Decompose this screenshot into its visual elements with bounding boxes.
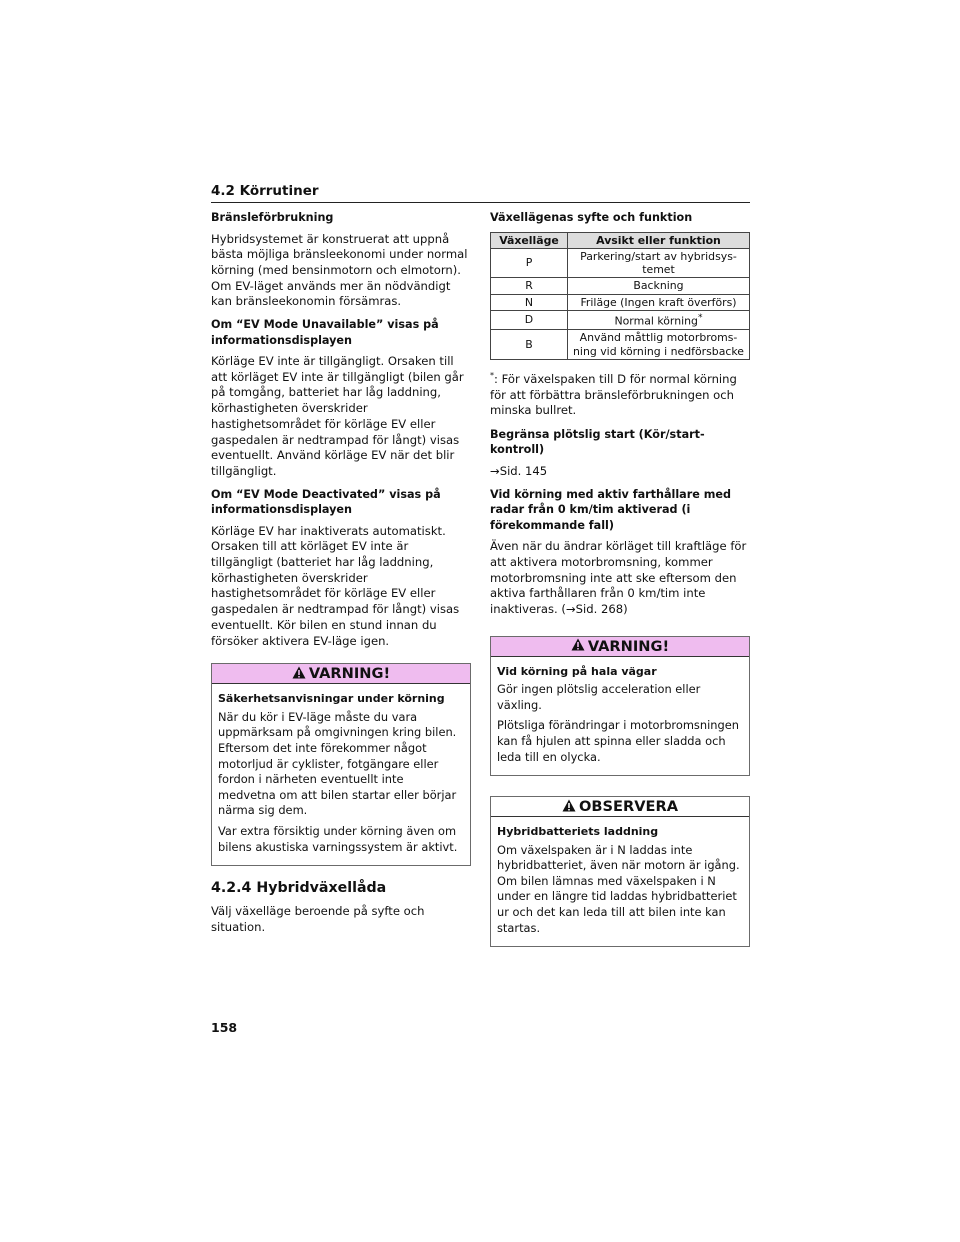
table-row bbox=[491, 330, 750, 360]
notice-box-battery bbox=[490, 796, 750, 947]
left-column bbox=[211, 210, 471, 943]
footnote-text: : För växelspaken till D för normal körning för att förbättra bränsleförbrukningen och minska bullret. bbox=[490, 371, 737, 418]
warning-title: Säkerhetsanvisningar under körning bbox=[218, 692, 445, 706]
heading-ev-unavailable: Om “EV Mode Unavailable” visas på informationsdisplayen bbox=[211, 318, 439, 347]
warning-paragraph-1: När du kör i EV-läge måste du vara uppmärksam på omgivningen kring bilen. Eftersom det inte förekommer något motorljud är cyklister, fotgängare eller fordon i närheten eventuellt inte medvetna om att bilen startar eller börjar närma sig dem. bbox=[218, 709, 457, 818]
warning-label: VARNING! bbox=[308, 665, 391, 683]
section-title-hybrid-transmission: 4.2.4 Hybridväxellåda bbox=[211, 880, 387, 897]
section-header-title: 4.2 Körrutiner bbox=[211, 183, 319, 199]
page-reference-link[interactable]: →Sid. 145 bbox=[490, 463, 548, 478]
gear-cell: N bbox=[491, 294, 568, 310]
paragraph-fuel-consumption: Hybridsystemet är konstruerat att uppnå bästa möjliga bränsleekonomi under normal körning (med bensinmotorn och elmotorn). Om EV-läget används mer än nödvändigt kan bränsleekonomin försämras. bbox=[211, 231, 468, 309]
gear-cell: P bbox=[491, 248, 568, 278]
paragraph-ev-deactivated: Körläge EV har inaktiverats automatiskt. Orsaken till att körläget EV inte är tillgängligt (batteriet har låg laddning, körhastigheten överskrider hastighetsområdet för körläge EV eller gaspedalen är nedtrampad för långt) visas eventuellt. Kör bilen en stund innan du försöker aktivera EV-läge igen. bbox=[211, 523, 460, 648]
table-row bbox=[491, 278, 750, 294]
warning-box-body bbox=[212, 684, 470, 865]
footnote-marker: * bbox=[490, 370, 494, 380]
warning-box-header bbox=[212, 664, 470, 684]
warning-box-header bbox=[491, 637, 749, 657]
warning-box-safety bbox=[211, 663, 471, 866]
table-row bbox=[491, 248, 750, 278]
paragraph-ev-unavailable: Körläge EV inte är tillgängligt. Orsaken till att körläget EV inte är tillgängligt (bilen går på tomgång, batteriet har låg laddning, körhastigheten överskrider hastighetsområdet för körläge EV eller gaspedalen är nedtrampad för långt) visas eventuellt. Använd körläge EV när det blir tillgängligt. bbox=[211, 354, 464, 478]
right-column bbox=[490, 210, 750, 961]
gear-cell: B bbox=[491, 330, 568, 360]
table-header-row bbox=[491, 232, 750, 248]
gear-position-table bbox=[490, 232, 750, 360]
notice-label: OBSERVERA bbox=[578, 798, 679, 816]
table-row bbox=[491, 294, 750, 310]
heading-radar-cruise: Vid körning med aktiv farthållare med radar från 0 km/tim aktiverad (i förekommande fall) bbox=[490, 487, 731, 532]
function-cell bbox=[568, 311, 750, 330]
function-cell: Parkering/start av hybridsys-temet bbox=[568, 248, 750, 278]
table-header-cell: Avsikt eller funktion bbox=[568, 232, 750, 248]
paragraph-select-gear: Välj växelläge beroende på syfte och situation. bbox=[211, 904, 425, 934]
footnote-marker: * bbox=[697, 313, 703, 324]
function-cell: Använd måttlig motorbroms-ning vid körning i nedförsbacke bbox=[568, 330, 750, 360]
warning-box-slippery bbox=[490, 636, 750, 776]
function-cell: Friläge (Ingen kraft överförs) bbox=[568, 294, 750, 310]
heading-gear-positions: Växellägenas syfte och funktion bbox=[490, 211, 693, 224]
gear-cell: D bbox=[491, 311, 568, 330]
notice-title: Hybridbatteriets laddning bbox=[497, 825, 659, 839]
heading-ev-deactivated: Om “EV Mode Deactivated” visas på informationsdisplayen bbox=[211, 487, 441, 517]
notice-box-body bbox=[491, 817, 749, 946]
page-number: 158 bbox=[211, 1020, 238, 1035]
notice-paragraph: Om växelspaken är i N laddas inte hybridbatteriet, även när motorn är igång. Om bilen lämnas med växelspaken i N under en längre tid laddas hybridbatteriet ur och det kan leda till att bilen inte kan startas. bbox=[497, 842, 740, 935]
notice-triangle-icon bbox=[562, 799, 576, 815]
function-text: Normal körning bbox=[614, 314, 698, 328]
gear-cell: R bbox=[491, 278, 568, 294]
section-header bbox=[211, 180, 750, 203]
function-cell: Backning bbox=[568, 278, 750, 294]
warning-label: VARNING! bbox=[587, 637, 670, 655]
table-header-cell: Växelläge bbox=[491, 232, 568, 248]
warning-paragraph-2: Var extra försiktig under körning även om bilens akustiska varningssystem är aktivt. bbox=[218, 823, 458, 854]
warning-title: Vid körning på hala vägar bbox=[497, 664, 657, 678]
heading-limit-start: Begränsa plötslig start (Kör/start-kontroll) bbox=[490, 427, 705, 457]
paragraph-radar-cruise: Även när du ändrar körläget till kraftläge för att aktivera motorbromsning, kommer motorbromsning inte att ske eftersom den aktiva farthållaren från 0 km/tim inte inaktiveras. (→Sid. 268) bbox=[490, 539, 747, 616]
warning-triangle-icon bbox=[571, 638, 585, 654]
notice-box-header bbox=[491, 797, 749, 817]
warning-paragraph-1: Gör ingen plötslig acceleration eller växling. bbox=[497, 682, 701, 712]
heading-fuel-consumption: Bränsleförbrukning bbox=[211, 211, 334, 224]
warning-box-body bbox=[491, 657, 749, 775]
table-footnote bbox=[490, 368, 750, 419]
warning-triangle-icon bbox=[292, 666, 306, 682]
table-row bbox=[491, 311, 750, 330]
warning-paragraph-2: Plötsliga förändringar i motorbromsningen kan få hjulen att spinna eller sladda och leda till en olycka. bbox=[497, 718, 739, 764]
